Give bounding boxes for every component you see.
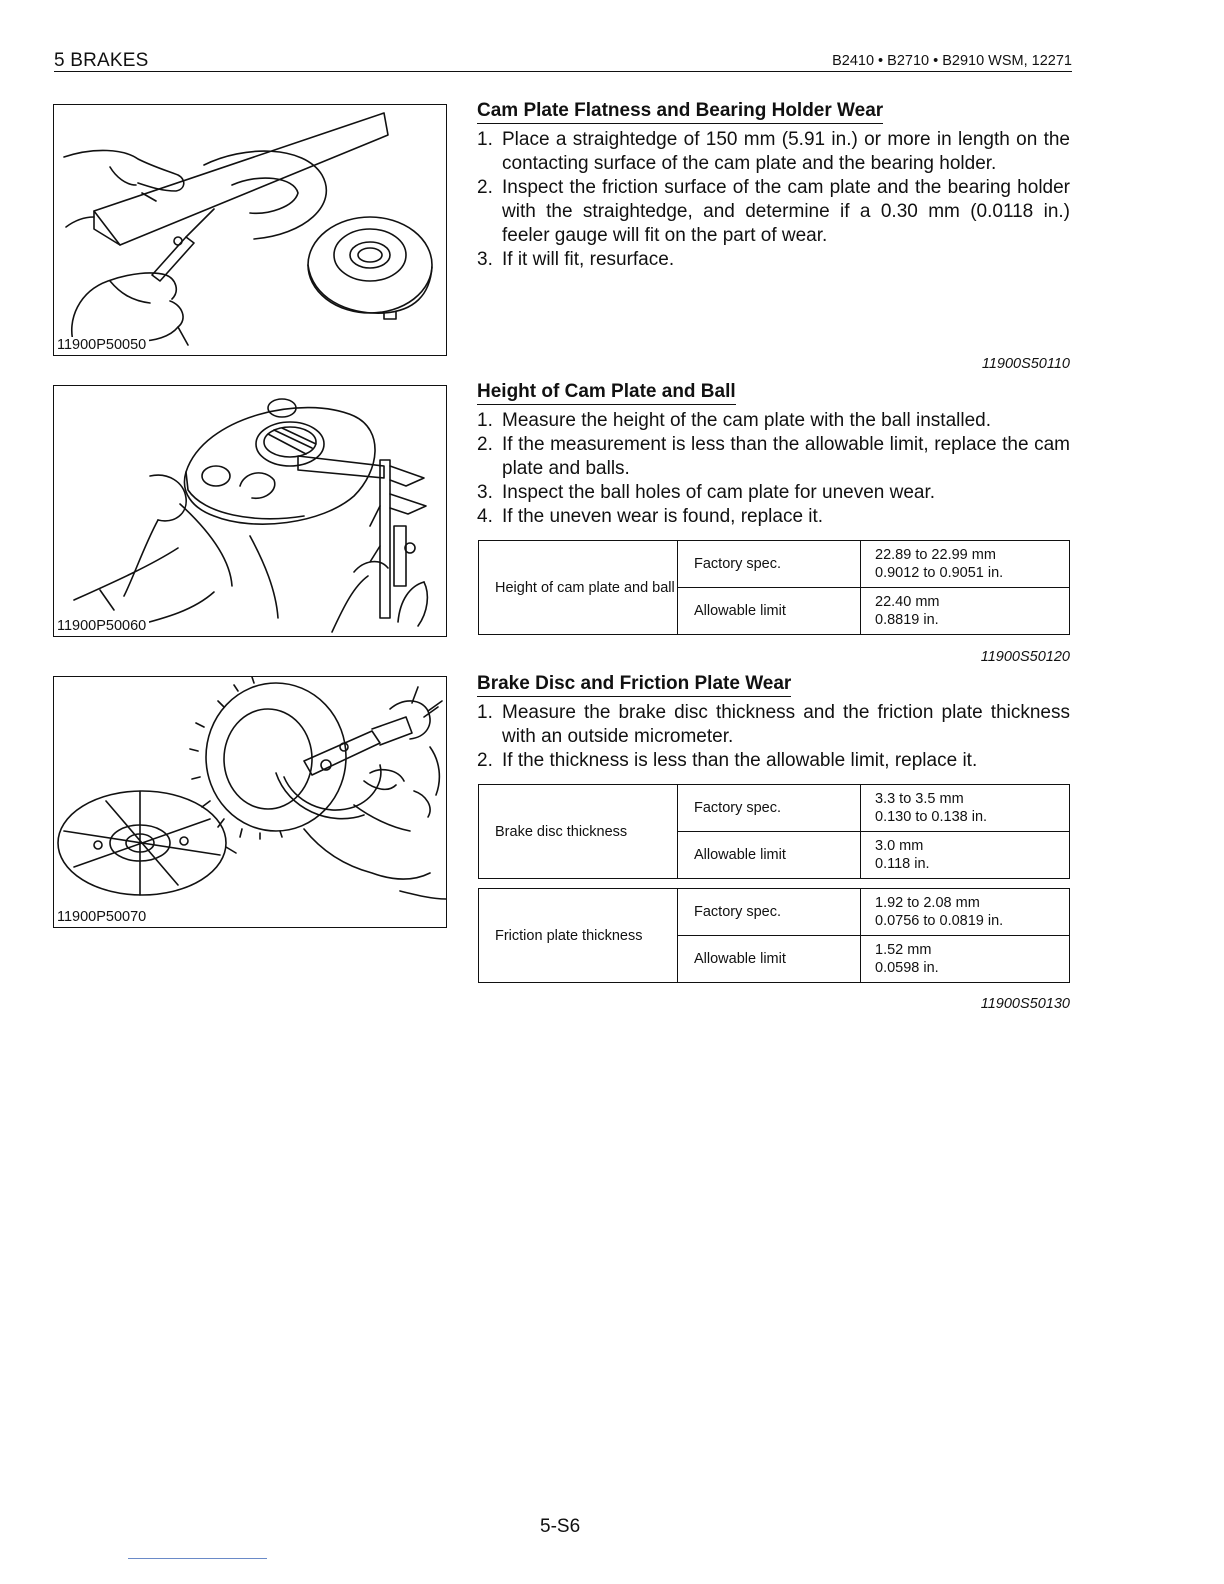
figure-brake-disc-wear [53,676,447,928]
micrometer-brake-disc-illustration [54,677,447,928]
spec-value: 22.40 mm 0.8819 in. [861,588,1070,635]
step-item: 1. Place a straightedge of 150 mm (5.91 in.) or more in length on the contacting surface of the cam plate and the bearing holder. [477,129,1070,174]
step-item: 3. Inspect the ball holes of cam plate for uneven wear. [477,482,936,503]
step-item: 4. If the uneven wear is found, replace it. [477,506,824,527]
figure-label: 11900P50050 [57,337,149,353]
spec-kind: Factory spec. [678,889,861,936]
spec-item: Brake disc thickness [479,785,678,879]
spec-kind: Allowable limit [678,936,861,983]
spec-table-cam-plate-height [478,540,1070,635]
section-title-brake-disc-wear: Brake Disc and Friction Plate Wear [477,673,791,697]
spec-value: 1.92 to 2.08 mm 0.0756 to 0.0819 in. [861,889,1070,936]
spec-value: 1.52 mm 0.0598 in. [861,936,1070,983]
page-number: 5-S6 [540,1516,581,1537]
step-item: 1. Measure the height of the cam plate with the ball installed. [477,410,992,431]
spec-kind: Allowable limit [678,832,861,879]
section-header: 5 BRAKES [54,50,149,71]
spec-item: Friction plate thickness [479,889,678,983]
reference-code: 11900S50110 [981,356,1070,372]
step-item: 1. Measure the brake disc thickness and the friction plate thickness with an outside micrometer. [477,702,1070,747]
step-item: 2. If the measurement is less than the allowable limit, replace the cam plate and balls. [477,434,1070,479]
spec-kind: Allowable limit [678,588,861,635]
section-title-cam-plate-height: Height of Cam Plate and Ball [477,381,736,405]
spec-value: 3.0 mm 0.118 in. [861,832,1070,879]
caliper-cam-plate-illustration [54,386,447,637]
spec-kind: Factory spec. [678,541,861,588]
footer-rule [128,1558,267,1559]
spec-table-friction-plate [478,888,1070,983]
spec-table-brake-disc [478,784,1070,879]
spec-value: 3.3 to 3.5 mm 0.130 to 0.138 in. [861,785,1070,832]
straightedge-cam-plate-illustration [54,105,447,356]
reference-code: 11900S50130 [980,996,1070,1012]
steps-brake-disc-wear [477,701,1070,773]
figure-cam-plate-flatness [53,104,447,356]
step-item: 3. If it will fit, resurface. [477,249,675,270]
steps-cam-plate-flatness [477,128,1070,272]
header-rule [54,71,1072,72]
model-header: B2410 • B2710 • B2910 WSM, 12271 [832,53,1072,69]
steps-cam-plate-height [477,409,1070,529]
figure-cam-plate-height [53,385,447,637]
spec-value: 22.89 to 22.99 mm 0.9012 to 0.9051 in. [861,541,1070,588]
step-item: 2. Inspect the friction surface of the cam plate and the bearing holder with the straightedge, and determine if a 0.30 mm (0.0118 in.) feeler gauge will fit on the part of wear. [477,177,1070,246]
figure-label: 11900P50060 [57,618,149,634]
figure-label: 11900P50070 [57,909,149,925]
spec-item: Height of cam plate and ball [479,541,678,635]
section-title-cam-plate-flatness: Cam Plate Flatness and Bearing Holder Wear [477,100,883,124]
spec-kind: Factory spec. [678,785,861,832]
step-item: 2. If the thickness is less than the allowable limit, replace it. [477,750,978,771]
reference-code: 11900S50120 [980,649,1070,665]
